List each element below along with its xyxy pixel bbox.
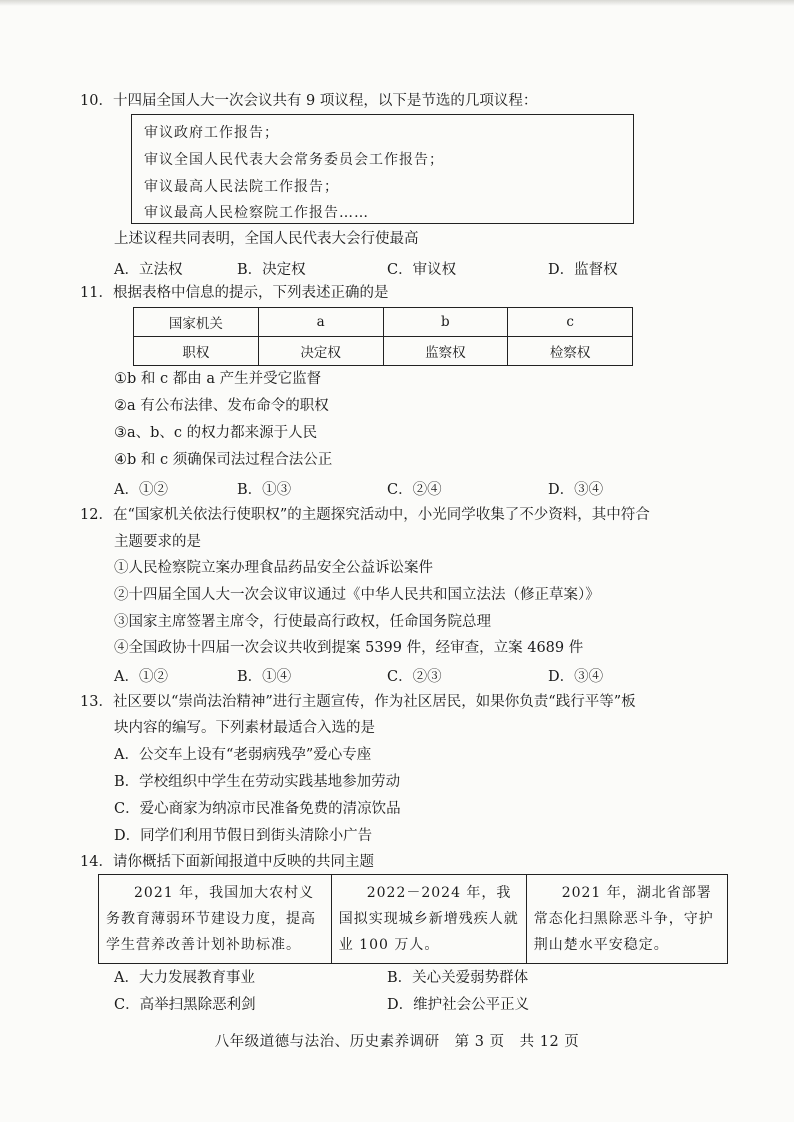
- table-cell: 检察权: [508, 337, 633, 366]
- table-cell: b: [383, 308, 508, 337]
- news-cell: 2021 年，我国加大农村义务教育薄弱环节建设力度，提高学生营养改善计划补助标准。: [99, 875, 332, 964]
- q12-option-b: B．①④: [237, 669, 292, 685]
- table-cell: c: [508, 308, 633, 337]
- table-row: [134, 337, 633, 366]
- q13-option-d: D．同学们利用节假日到街头清除小广告: [114, 828, 373, 844]
- q14-stem: 14．请你概括下面新闻报道中反映的共同主题: [80, 854, 374, 870]
- q12-statement: ③国家主席签署主席令，行使最高行政权，任命国务院总理: [114, 614, 491, 630]
- q11-option-b: B．①③: [237, 482, 292, 498]
- q11-option-c: C．②④: [387, 482, 442, 498]
- q10-option-c: C．审议权: [387, 262, 457, 278]
- q13-option-b: B．学校组织中学生在劳动实践基地参加劳动: [114, 774, 401, 790]
- q11-statement: ③a、b、c 的权力都来源于人民: [114, 425, 318, 441]
- page-footer: 八年级道德与法治、历史素养调研 第 3 页 共 12 页: [214, 1034, 580, 1050]
- q11-table: [133, 307, 633, 366]
- q11-option-d: D．③④: [548, 482, 604, 498]
- q10-agenda-item: 审议政府工作报告；: [144, 125, 279, 141]
- q12-statement: ②十四届全国人大一次会议审议通过《中华人民共和国立法法（修正草案）》: [114, 587, 600, 603]
- table-row: [99, 875, 728, 964]
- q12-option-d: D．③④: [548, 669, 604, 685]
- q12-statement: ①人民检察院立案办理食品药品安全公益诉讼案件: [114, 560, 433, 576]
- q10-agenda-item: 审议全国人民代表大会常务委员会工作报告；: [144, 152, 444, 168]
- table-row: [134, 308, 633, 337]
- q14-option-c: C．高举扫黑除恶利剑: [114, 997, 256, 1013]
- q10-agenda-box: [131, 114, 634, 224]
- q13-stem-cont: 块内容的编写。下列素材最适合入选的是: [114, 720, 375, 736]
- q14-option-b: B．关心关爱弱势群体: [387, 970, 529, 986]
- q11-statement: ①b 和 c 都由 a 产生并受它监督: [114, 371, 322, 387]
- q10-option-d: D．监督权: [548, 262, 618, 278]
- q12-option-c: C．②③: [387, 669, 442, 685]
- q12-statement: ④全国政协十四届一次会议共收到提案 5399 件，经审查，立案 4689 件: [114, 640, 584, 656]
- q10-agenda-item: 审议最高人民检察院工作报告……: [144, 205, 369, 221]
- q11-stem: 11．根据表格中信息的提示，下列表述正确的是: [80, 285, 389, 301]
- q10-question: 上述议程共同表明，全国人民代表大会行使最高: [114, 231, 419, 247]
- q10-option-a: A．立法权: [114, 262, 183, 278]
- table-cell: 职权: [134, 337, 259, 366]
- table-cell: 监察权: [383, 337, 508, 366]
- q13-option-c: C．爱心商家为纳凉市民准备免费的清凉饮品: [114, 801, 401, 817]
- q10-stem: 10．十四届全国人大一次会议共有 9 项议程，以下是节选的几项议程：: [80, 93, 538, 109]
- table-cell: a: [258, 308, 383, 337]
- q13-option-a: A．公交车上设有“老弱病残孕”爱心专座: [114, 747, 372, 763]
- q12-stem: 12．在“国家机关依法行使职权”的主题探究活动中，小光同学收集了不少资料，其中符合: [80, 507, 650, 523]
- q14-option-d: D．维护社会公平正义: [387, 997, 530, 1013]
- scan-edge-shadow: [0, 0, 794, 6]
- q11-option-a: A．①②: [114, 482, 168, 498]
- q14-option-a: A．大力发展教育事业: [114, 970, 255, 986]
- table-cell: 国家机关: [134, 308, 259, 337]
- news-cell: 2021 年，湖北省部署常态化扫黑除恶斗争，守护荆山楚水平安稳定。: [526, 875, 727, 964]
- q11-statement: ④b 和 c 须确保司法过程合法公正: [114, 452, 333, 468]
- q14-news-table: [98, 874, 728, 964]
- q11-statement: ②a 有公布法律、发布命令的职权: [114, 398, 329, 414]
- table-cell: 决定权: [258, 337, 383, 366]
- q10-option-b: B．决定权: [237, 262, 306, 278]
- q10-agenda-item: 审议最高人民法院工作报告；: [144, 179, 339, 195]
- news-cell: 2022－2024 年，我国拟实现城乡新增残疾人就业 100 万人。: [331, 875, 526, 964]
- q12-option-a: A．①②: [114, 669, 168, 685]
- q13-stem: 13．社区要以“崇尚法治精神”进行主题宣传，作为社区居民，如果你负责“践行平等”板: [80, 694, 636, 710]
- q12-stem-cont: 主题要求的是: [114, 534, 201, 550]
